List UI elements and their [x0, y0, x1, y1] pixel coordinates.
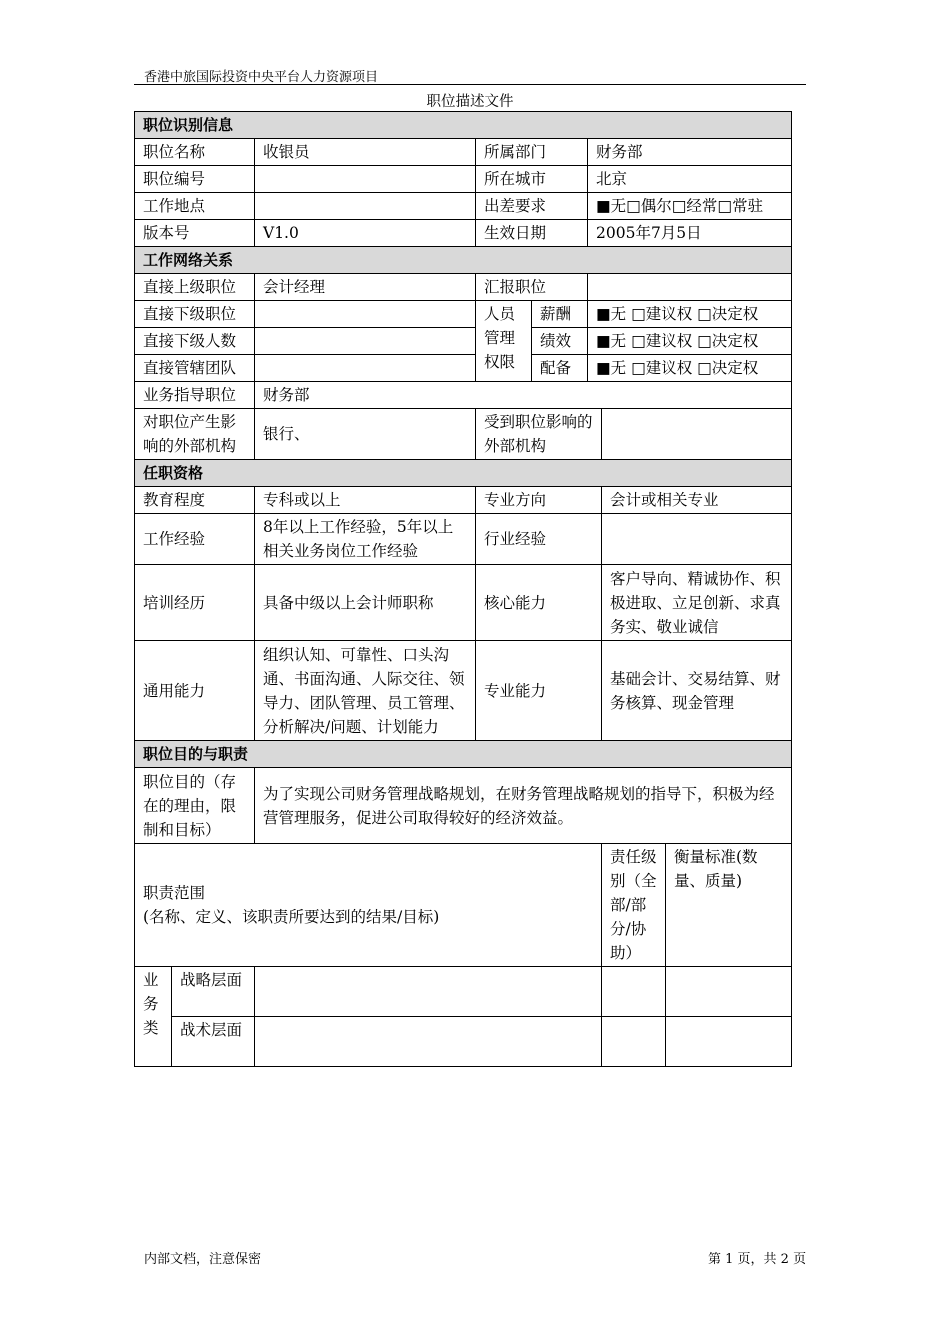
business-category-label: 业务类 [135, 967, 172, 1067]
education-label: 教育程度 [135, 487, 255, 514]
staffing-authority-value: ■无 □建议权 □决定权 [588, 355, 792, 382]
strategic-content [255, 967, 602, 1017]
tactical-measure [666, 1017, 792, 1067]
scope-header [135, 844, 602, 967]
scope-description: (名称、定义、该职责所要达到的结果/目标) [143, 908, 440, 926]
major-label: 专业方向 [476, 487, 602, 514]
industry-value [602, 514, 792, 565]
performance-authority-value: ■无 □建议权 □决定权 [588, 328, 792, 355]
training-label: 培训经历 [135, 565, 255, 641]
guidance-label: 业务指导职位 [135, 382, 255, 409]
department-value: 财务部 [588, 139, 792, 166]
external-affect-value: 银行、 [255, 409, 476, 460]
professional-value: 基础会计、交易结算、财务核算、现金管理 [602, 641, 792, 741]
scope-label: 职责范围 [143, 884, 206, 902]
experience-label: 工作经验 [135, 514, 255, 565]
external-affected-label: 受到职位影响的外部机构 [476, 409, 602, 460]
guidance-value: 财务部 [255, 382, 792, 409]
version-label: 版本号 [135, 220, 255, 247]
external-affected-value [602, 409, 792, 460]
education-value: 专科或以上 [255, 487, 476, 514]
version-value: V1.0 [255, 220, 476, 247]
training-value: 具备中级以上会计师职称 [255, 565, 476, 641]
major-value: 会计或相关专业 [602, 487, 792, 514]
position-name-value: 收银员 [255, 139, 476, 166]
doc-title: 职位描述文件 [426, 94, 514, 110]
professional-label: 专业能力 [476, 641, 602, 741]
salary-authority-value: ■无 □建议权 □决定权 [588, 301, 792, 328]
footer-page-number: 第 1 页，共 2 页 [708, 1252, 807, 1267]
department-label: 所属部门 [476, 139, 588, 166]
location-label: 工作地点 [135, 193, 255, 220]
authority-label-line-1: 人员 [484, 305, 516, 323]
subordinate-value [255, 301, 476, 328]
tactical-level [602, 1017, 666, 1067]
travel-value: ■无□偶尔□经常□常驻 [588, 193, 792, 220]
section-purpose: 职位目的与职责 [135, 741, 792, 768]
effective-date-label: 生效日期 [476, 220, 588, 247]
job-description-table [134, 111, 792, 1067]
tactical-content [255, 1017, 602, 1067]
staffing-label: 配备 [532, 355, 588, 382]
strategic-label: 战略层面 [172, 967, 255, 1017]
header-rule [134, 84, 806, 85]
industry-label: 行业经验 [476, 514, 602, 565]
effective-date-value: 2005年7月5日 [588, 220, 792, 247]
authority-label-line-2: 管理 [484, 329, 516, 347]
team-value [255, 355, 476, 382]
experience-value: 8年以上工作经验，5年以上相关业务岗位工作经验 [255, 514, 476, 565]
section-identification: 职位识别信息 [135, 112, 792, 139]
team-label: 直接管辖团队 [135, 355, 255, 382]
footer-confidential: 内部文档，注意保密 [144, 1252, 262, 1267]
authority-label [476, 301, 532, 382]
purpose-text: 为了实现公司财务管理战略规划，在财务管理战略规划的指导下，积极为经营管理服务，促进公司取得较好的经济效益。 [255, 768, 792, 844]
subordinate-label: 直接下级职位 [135, 301, 255, 328]
strategic-level [602, 967, 666, 1017]
position-code-label: 职位编号 [135, 166, 255, 193]
general-label: 通用能力 [135, 641, 255, 741]
report-value [588, 274, 792, 301]
section-qualification: 任职资格 [135, 460, 792, 487]
header-company: 香港中旅国际投资中央平台人力资源项目 [144, 70, 379, 85]
city-label: 所在城市 [476, 166, 588, 193]
general-value: 组织认知、可靠性、口头沟通、书面沟通、人际交往、领导力、团队管理、员工管理、分析解决/问题、计划能力 [255, 641, 476, 741]
core-value: 客户导向、精诚协作、积极进取、立足创新、求真务实、敬业诚信 [602, 565, 792, 641]
location-value [255, 193, 476, 220]
authority-label-line-3: 权限 [484, 353, 516, 371]
travel-label: 出差要求 [476, 193, 588, 220]
level-header: 责任级别（全部/部分/协助） [602, 844, 666, 967]
external-affect-label: 对职位产生影响的外部机构 [135, 409, 255, 460]
subordinate-count-value [255, 328, 476, 355]
performance-label: 绩效 [532, 328, 588, 355]
subordinate-count-label: 直接下级人数 [135, 328, 255, 355]
measure-header: 衡量标准(数量、质量) [666, 844, 792, 967]
core-label: 核心能力 [476, 565, 602, 641]
city-value: 北京 [588, 166, 792, 193]
salary-label: 薪酬 [532, 301, 588, 328]
position-code-value [255, 166, 476, 193]
superior-value: 会计经理 [255, 274, 476, 301]
purpose-label: 职位目的（存在的理由，限制和目标） [135, 768, 255, 844]
position-name-label: 职位名称 [135, 139, 255, 166]
superior-label: 直接上级职位 [135, 274, 255, 301]
section-network: 工作网络关系 [135, 247, 792, 274]
tactical-label: 战术层面 [172, 1017, 255, 1067]
report-label: 汇报职位 [476, 274, 588, 301]
strategic-measure [666, 967, 792, 1017]
